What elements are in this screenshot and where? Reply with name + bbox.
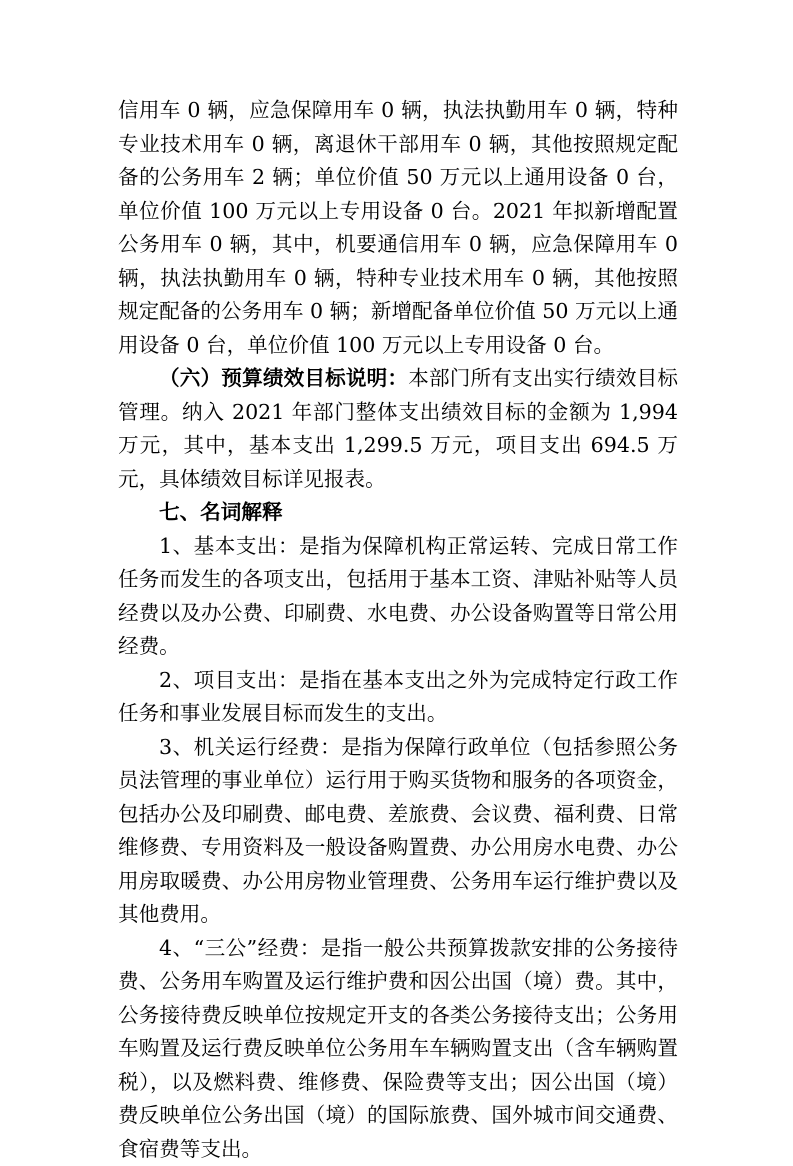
performance-goal-title: （六）预算绩效目标说明：: [159, 366, 408, 390]
definition-operating-expenses: 3、机关运行经费：是指为保障行政单位（包括参照公务员法管理的事业单位）运行用于购买货物和服务的各项资金，包括办公及印刷费、邮电费、差旅费、会议费、福利费、日常维修费、专用资料及一般设备购置费、办公用房水电费、办公用房取暖费、办公用房物业管理费、公务用车运行维护费以及其他费用。: [118, 731, 678, 932]
document-body: [118, 94, 678, 1166]
vehicle-equipment-paragraph: 信用车 0 辆，应急保障用车 0 辆，执法执勤用车 0 辆，特种专业技术用车 0 辆，离退休干部用车 0 辆，其他按照规定配备的公务用车 2 辆；单位价值 50 万元以上通用设备 0 台，单位价值 100 万元以上专用设备 0 台。2021 年拟新增配置公务用车 0 辆，其中，机要通信用车 0 辆，应急保障用车 0 辆，执法执勤用车 0 辆，特种专业技术用车 0 辆，其他按照规定配备的公务用车 0 辆；新增配备单位价值 50 万元以上通用设备 0 台，单位价值 100 万元以上专用设备 0 台。: [118, 94, 678, 362]
performance-goal-body: 本部门所有支出实行绩效目标管理。纳入 2021 年部门整体支出绩效目标的金额为 1,994 万元，其中，基本支出 1,299.5 万元，项目支出 694.5 万元，具体绩效目标详见报表。: [118, 366, 678, 491]
definition-project-expenditure: 2、项目支出：是指在基本支出之外为完成特定行政工作任务和事业发展目标而发生的支出。: [118, 664, 678, 731]
performance-goal-paragraph: [118, 362, 678, 496]
definition-basic-expenditure: 1、基本支出：是指为保障机构正常运转、完成日常工作任务而发生的各项支出，包括用于基本工资、津贴补贴等人员经费以及办公费、印刷费、水电费、办公设备购置等日常公用经费。: [118, 530, 678, 664]
section-heading-glossary: 七、名词解释: [118, 496, 678, 530]
definition-three-public-expenses: 4、“三公”经费：是指一般公共预算拨款安排的公务接待费、公务用车购置及运行维护费和因公出国（境）费。其中，公务接待费反映单位按规定开支的各类公务接待支出；公务用车购置及运行费反映单位公务用车车辆购置支出（含车辆购置税），以及燃料费、维修费、保险费等支出；因公出国（境）费反映单位公务出国（境）的国际旅费、国外城市间交通费、食宿费等支出。: [118, 932, 678, 1166]
